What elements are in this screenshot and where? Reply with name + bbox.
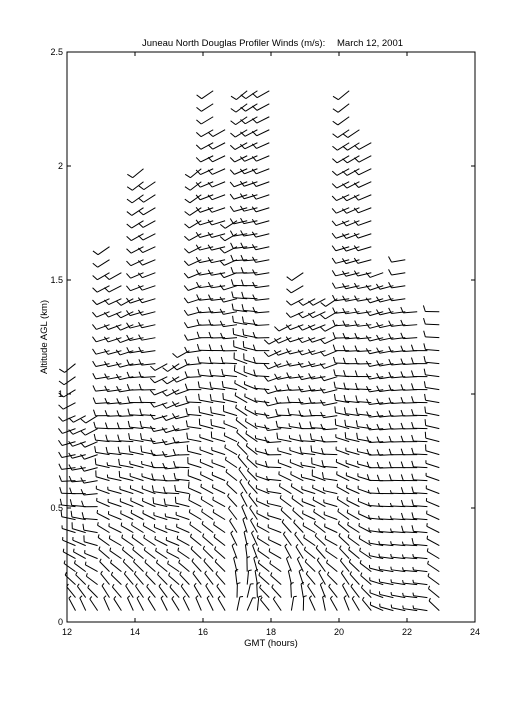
x-axis-label: GMT (hours) xyxy=(244,638,298,649)
y-tick-label: 0.5 xyxy=(50,503,63,513)
x-tick-label: 24 xyxy=(469,627,481,637)
chart-date: March 12, 2001 xyxy=(337,38,404,49)
y-tick-label: 1.5 xyxy=(50,275,63,285)
y-axis-label: Altitude AGL (km) xyxy=(39,299,50,375)
y-tick-label: 1 xyxy=(57,389,63,399)
x-tick-label: 18 xyxy=(265,627,277,637)
y-tick-label: 0 xyxy=(57,617,63,627)
x-tick-label: 12 xyxy=(61,627,73,637)
y-tick-label: 2.5 xyxy=(50,47,63,57)
x-tick-label: 22 xyxy=(401,627,413,637)
x-tick-label: 20 xyxy=(333,627,345,637)
x-tick-label: 16 xyxy=(197,627,209,637)
y-tick-label: 2 xyxy=(57,161,63,171)
x-tick-label: 14 xyxy=(129,627,141,637)
chart-title: Juneau North Douglas Profiler Winds (m/s): xyxy=(142,38,326,49)
